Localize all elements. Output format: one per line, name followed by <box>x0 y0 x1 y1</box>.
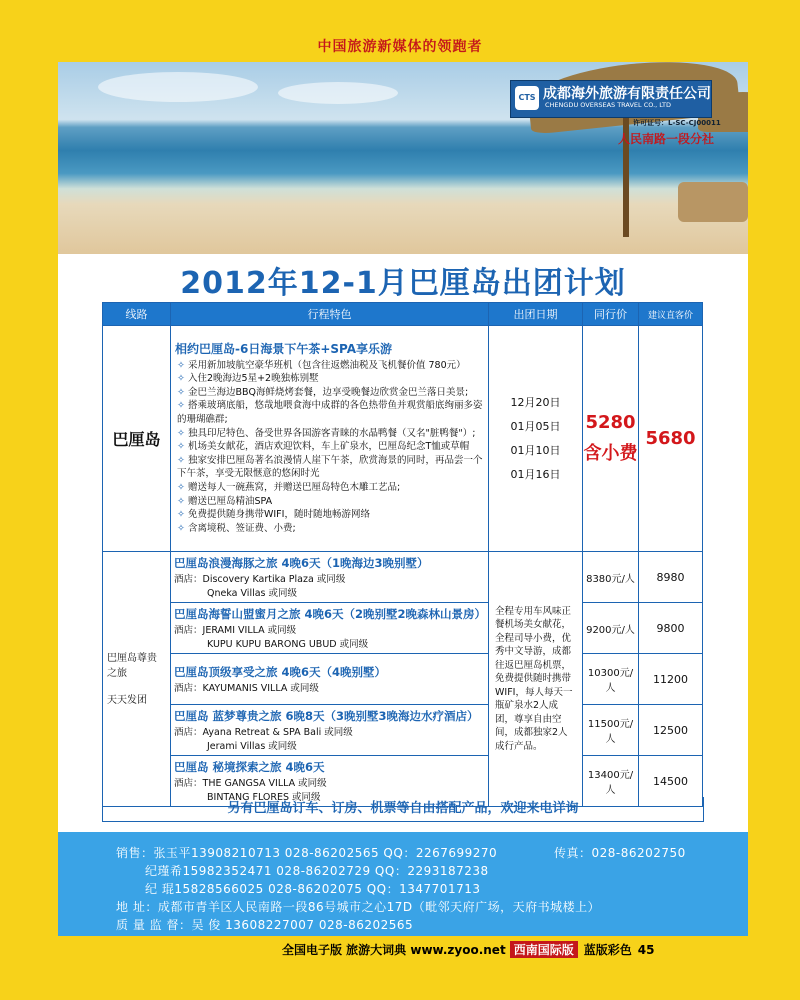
hotel-name: JERAMI VILLA 或同级 <box>202 625 297 636</box>
premium-item-cell: 巴厘岛海誓山盟蜜月之旅 4晚6天（2晚别墅2晚森林山景房） 酒店：JERAMI VILLA 或同级 KUPU KUPU BARONG UBUD 或同级 <box>171 603 489 654</box>
premium-retail-price: 12500 <box>639 705 703 756</box>
col-header-trade-price: 同行价 <box>583 303 639 326</box>
hotel-name: Ayana Retreat & SPA Bali 或同级 <box>202 727 353 738</box>
departure-dates <box>489 326 583 552</box>
page-number: 45 <box>637 942 655 957</box>
table-header-row <box>103 303 703 326</box>
list-item: ✧ 独具印尼特色、备受世界各国游客青睐的水晶鸭餐（又名"脏鸭餐"）; <box>177 427 484 441</box>
main-product-title: 相约巴厘岛-6日海景下午茶+SPA享乐游 <box>175 341 393 356</box>
content-panel <box>58 62 748 936</box>
premium-common-notes: 全程专用车风味正餐机场美女献花，全程司导小费，优秀中文导游，成都往返巴厘岛机票，免费提供随时携带WIFI，每人每天一瓶矿泉水2人成团，尊享自由空间，成都独家2人成行产品。 <box>489 552 583 807</box>
col-header-dates: 出团日期 <box>489 303 583 326</box>
company-name-en: CHENGDU OVERSEAS TRAVEL CO., LTD <box>545 101 671 109</box>
premium-item-title: 巴厘岛浪漫海豚之旅 4晚6天（1晚海边3晚别墅） <box>174 556 429 570</box>
quality-supervision: 质 量 监 督：吴 俊 13608227007 028-86202565 <box>116 918 414 932</box>
company-logo: CTS 成都海外旅游有限责任公司 CHENGDU OVERSEAS TRAVEL CO., LTD <box>510 80 712 118</box>
contact-block <box>58 832 748 936</box>
route-premium-note: 天天发团 <box>107 694 147 706</box>
footer-color-page: 蓝版彩色 <box>583 943 632 957</box>
sales-contact-3: 纪 琨15828566025 028-86202075 QQ：1347701713 <box>145 882 481 896</box>
hotel-name: BINTANG FLORES 或同级 <box>207 792 321 803</box>
main-trade-price: 5280 <box>585 412 636 433</box>
col-header-retail-price: 建议直客价 <box>639 303 703 326</box>
list-item: ✧ 金巴兰海边BBQ海鲜烧烤套餐，边享受晚餐边欣赏金巴兰落日美景; <box>177 386 484 400</box>
premium-item-title: 巴厘岛 蓝梦尊贵之旅 6晚8天（3晚别墅3晚海边水疗酒店） <box>174 709 479 723</box>
footer-region: 西南国际版 <box>510 941 578 958</box>
list-item: ✧ 独家安排巴厘岛著名浪漫情人崖下午茶，欣赏海景的同时，再品尝一个下午茶，享受无限惬意的悠闲时光 <box>177 454 484 481</box>
premium-row <box>103 603 703 654</box>
premium-trade-price: 8380元/人 <box>583 552 639 603</box>
itinerary-table <box>102 302 703 807</box>
premium-retail-price: 9800 <box>639 603 703 654</box>
date-item: 01月16日 <box>510 467 561 481</box>
page-title: 2012年12-1月巴厘岛出团计划 <box>180 266 626 301</box>
hotel-name: THE GANGSA VILLA 或同级 <box>202 778 327 789</box>
premium-item-title: 巴厘岛顶级享受之旅 4晚6天（4晚别墅） <box>174 665 387 679</box>
hotel-name: Discovery Kartika Plaza 或同级 <box>202 574 346 585</box>
premium-route-cell <box>103 552 171 807</box>
hotel-name: KUPU KUPU BARONG UBUD 或同级 <box>207 639 369 650</box>
premium-row <box>103 705 703 756</box>
premium-retail-price: 14500 <box>639 756 703 807</box>
feature-list <box>177 359 484 536</box>
premium-row <box>103 552 703 603</box>
premium-item-cell: 巴厘岛 秘境探索之旅 4晚6天 酒店：THE GANGSA VILLA 或同级 BINTANG FLORES 或同级 <box>171 756 489 807</box>
sales-contact-2: 纪瑾希15982352471 028-86202729 QQ：2293187238 <box>145 864 489 878</box>
main-trade-note: 含小费 <box>583 443 638 464</box>
premium-trade-price: 13400元/人 <box>583 756 639 807</box>
list-item: ✧ 搭乘玻璃底船，悠哉地喂食海中成群的各色热带鱼并观赏船底绚丽多姿的珊瑚礁群; <box>177 399 484 426</box>
premium-row <box>103 654 703 705</box>
address: 地 址：成都市青羊区人民南路一段86号城市之心17D（毗邻天府广场，天府书城楼上） <box>116 900 601 914</box>
tagline: 中国旅游新媒体的领跑者 <box>317 39 483 55</box>
date-item: 01月05日 <box>510 419 561 433</box>
main-product-cell <box>171 326 489 552</box>
company-name-cn: 成都海外旅游有限责任公司 <box>543 86 711 102</box>
footnote: 另有巴厘岛订车、订房、机票等自由搭配产品，欢迎来电详询 <box>102 797 704 822</box>
date-item: 01月10日 <box>510 443 561 457</box>
footer-bar <box>282 941 654 961</box>
hotel-name: Qneka Villas 或同级 <box>207 588 298 599</box>
list-item: ✧ 免费提供随身携带WIFI，随时随地畅游网络 <box>177 508 484 522</box>
premium-item-cell: 巴厘岛顶级享受之旅 4晚6天（4晚别墅） 酒店：KAYUMANIS VILLA 或同级 <box>171 654 489 705</box>
main-retail-price: 5680 <box>639 326 703 552</box>
premium-item-title: 巴厘岛海誓山盟蜜月之旅 4晚6天（2晚别墅2晚森林山景房） <box>174 607 487 621</box>
branch-name: 人民南路一段分社 <box>618 132 715 146</box>
col-header-features: 行程特色 <box>171 303 489 326</box>
list-item: ✧ 采用新加坡航空豪华班机（包含往返燃油税及飞机餐价值 780元） <box>177 359 484 373</box>
permit-number: 许可证号：L-SC-CJ00011 <box>633 119 721 127</box>
premium-item-title: 巴厘岛 秘境探索之旅 4晚6天 <box>174 760 325 774</box>
premium-retail-price: 11200 <box>639 654 703 705</box>
route-premium: 巴厘岛尊贵之旅 <box>107 652 157 679</box>
hotel-name: Jerami Villas 或同级 <box>207 741 297 752</box>
sales-contact-1: 销售：张玉平13908210713 028-86202565 QQ：2267699270 <box>116 846 498 860</box>
premium-item-cell: 巴厘岛 蓝梦尊贵之旅 6晚8天（3晚别墅3晚海边水疗酒店） 酒店：Ayana Retreat & SPA Bali 或同级 Jerami Villas 或同级 <box>171 705 489 756</box>
list-item: ✧ 入住2晚海边5星+2晚独栋别墅 <box>177 372 484 386</box>
footer-edition: 全国电子版 旅游大词典 www.zyoo.net <box>282 943 506 957</box>
fax: 传真：028-86202750 <box>554 846 686 860</box>
main-product-row <box>103 326 703 552</box>
date-item: 12月20日 <box>510 395 561 409</box>
col-header-route: 线路 <box>103 303 171 326</box>
hotel-name: KAYUMANIS VILLA 或同级 <box>202 683 319 694</box>
list-item: ✧ 机场美女献花，酒店欢迎饮料，车上矿泉水，巴厘岛纪念T恤或草帽 <box>177 440 484 454</box>
premium-trade-price: 10300元/人 <box>583 654 639 705</box>
route-bali: 巴厘岛 <box>103 326 171 552</box>
beach-hero-image <box>58 62 748 254</box>
main-trade-price-cell <box>583 326 639 552</box>
premium-item-cell: 巴厘岛浪漫海豚之旅 4晚6天（1晚海边3晚别墅） 酒店：Discovery Kartika Plaza 或同级 Qneka Villas 或同级 <box>171 552 489 603</box>
premium-trade-price: 9200元/人 <box>583 603 639 654</box>
premium-trade-price: 11500元/人 <box>583 705 639 756</box>
premium-retail-price: 8980 <box>639 552 703 603</box>
list-item: ✧ 赠送每人一碗燕窝，并赠送巴厘岛特色木雕工艺品; <box>177 481 484 495</box>
list-item: ✧ 含离境税、签证费、小费; <box>177 522 484 536</box>
list-item: ✧ 赠送巴厘岛精油SPA <box>177 495 484 509</box>
